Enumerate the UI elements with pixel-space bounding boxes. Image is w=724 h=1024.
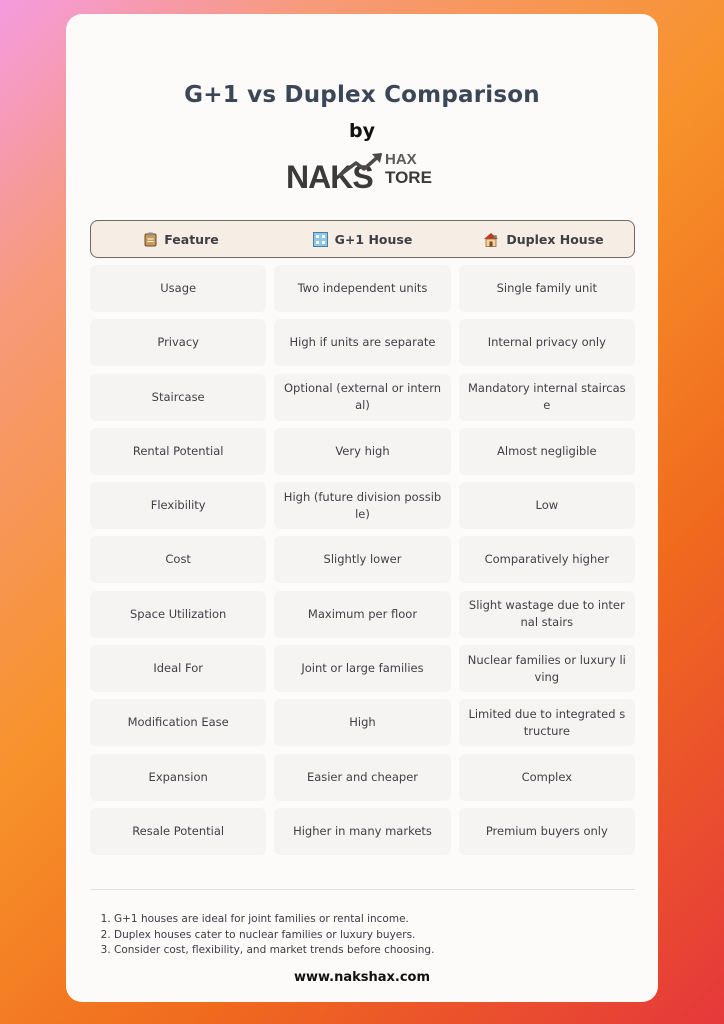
header-feature-label: Feature — [164, 231, 219, 247]
divider — [90, 889, 635, 890]
building-icon — [313, 232, 328, 247]
note-item: 2. Duplex houses cater to nuclear families or luxury buyers. — [114, 928, 659, 944]
table-row — [90, 374, 635, 421]
feature-cell: Rental Potential — [90, 428, 266, 475]
house-icon — [483, 232, 499, 247]
g1-cell: Easier and cheaper — [274, 754, 450, 801]
table-row — [90, 482, 635, 529]
duplex-cell: Nuclear families or luxury living — [459, 645, 635, 692]
by-label: by — [349, 120, 375, 142]
g1-cell: Two independent units — [274, 265, 450, 312]
duplex-cell: Complex — [459, 754, 635, 801]
table-row — [90, 591, 635, 638]
g1-cell: Slightly lower — [274, 536, 450, 583]
duplex-cell: Internal privacy only — [459, 319, 635, 366]
duplex-cell: Single family unit — [459, 265, 635, 312]
website-link[interactable]: www.nakshax.com — [293, 970, 431, 985]
note-item: 3. Consider cost, flexibility, and market trends before choosing. — [114, 943, 659, 959]
header-duplex-house — [453, 232, 634, 247]
table-row — [90, 428, 635, 475]
table-row — [90, 536, 635, 583]
logo-main-text: NAKS — [286, 159, 373, 195]
feature-cell: Staircase — [90, 374, 266, 421]
feature-cell: Resale Potential — [90, 808, 266, 855]
g1-cell: High (future division possible) — [274, 482, 450, 529]
table-row — [90, 265, 635, 312]
notes-list — [90, 912, 659, 959]
duplex-cell: Comparatively higher — [459, 536, 635, 583]
duplex-cell: Premium buyers only — [459, 808, 635, 855]
feature-cell: Expansion — [90, 754, 266, 801]
feature-cell: Space Utilization — [90, 591, 266, 638]
table-row — [90, 808, 635, 855]
table-row — [90, 645, 635, 692]
g1-cell: Higher in many markets — [274, 808, 450, 855]
g1-cell: Very high — [274, 428, 450, 475]
duplex-cell: Low — [459, 482, 635, 529]
duplex-cell: Slight wastage due to internal stairs — [459, 591, 635, 638]
g1-cell: High — [274, 699, 450, 746]
duplex-cell: Limited due to integrated structure — [459, 699, 635, 746]
feature-cell: Flexibility — [90, 482, 266, 529]
table-header — [90, 220, 635, 258]
g1-cell: High if units are separate — [274, 319, 450, 366]
feature-cell: Privacy — [90, 319, 266, 366]
note-item: 1. G+1 houses are ideal for joint families or rental income. — [114, 912, 659, 928]
comparison-table-body — [90, 265, 635, 862]
g1-cell: Maximum per floor — [274, 591, 450, 638]
g1-cell: Optional (external or internal) — [274, 374, 450, 421]
feature-cell: Modification Ease — [90, 699, 266, 746]
logo-store-text: TORE — [385, 168, 432, 187]
nakshax-store-logo — [286, 151, 432, 201]
table-row — [90, 699, 635, 746]
table-row — [90, 754, 635, 801]
logo-arrow-icon — [338, 151, 388, 177]
header-feature — [91, 232, 272, 247]
feature-cell: Cost — [90, 536, 266, 583]
table-row — [90, 319, 635, 366]
feature-cell: Ideal For — [90, 645, 266, 692]
logo-hax-text: HAX — [385, 151, 417, 168]
duplex-cell: Mandatory internal staircase — [459, 374, 635, 421]
clipboard-icon — [144, 232, 157, 247]
feature-cell: Usage — [90, 265, 266, 312]
duplex-cell: Almost negligible — [459, 428, 635, 475]
g1-cell: Joint or large families — [274, 645, 450, 692]
header-duplex-label: Duplex House — [506, 231, 604, 247]
comparison-card — [66, 14, 658, 1002]
header-g1-label: G+1 House — [334, 231, 413, 247]
page-title: G+1 vs Duplex Comparison — [184, 82, 540, 108]
header-g1-house — [272, 232, 453, 247]
